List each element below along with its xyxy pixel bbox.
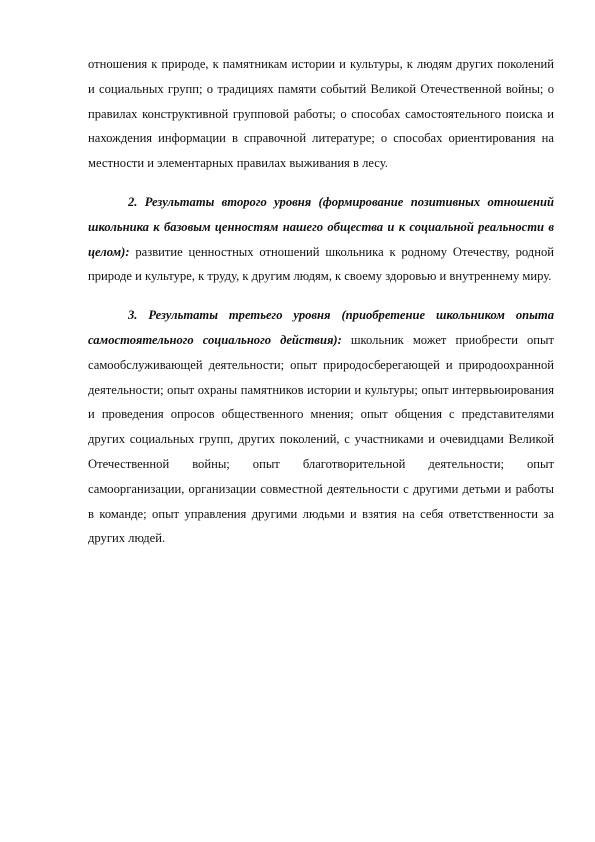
paragraph-1-text: отношения к природе, к памятникам истории и культуры, к людям других поколений и социальных групп; о традициях памяти событий Великой Отечественной войны; о правилах конструктивной групповой работы; о способах самостоятельного поиска и нахождения информации в справочной литературе; о способах ориентирования на местности и элементарных правилах выживания в лесу. <box>88 57 554 171</box>
paragraph-continuation <box>88 52 554 176</box>
paragraph-2-heading: 2. Результаты второго уровня (формирование позитивных отношений школьника к базовым ценностям нашего общества и к социальной реальности в целом): <box>88 194 554 259</box>
paragraph-third-level-results <box>88 303 554 551</box>
paragraph-3-heading: 3. Результаты третьего уровня (приобретение школьником опыта самостоятельного социального действия): <box>88 308 554 347</box>
paragraph-second-level-results <box>88 190 554 289</box>
paragraph-3-text: школьник может приобрести опыт самообслуживающей деятельности; опыт природосберегающей и природоохранной деятельности; опыт охраны памятников истории и культуры; опыт интервьюирования и проведения опросов общественного мнения; опыт общения с представителями других социальных групп, других поколений, с участниками и очевидцами Великой Отечественной войны; опыт благотворительной деятельности; опыт самоорганизации, организации совместной деятельности с другими детьми и работы в команде; опыт управления другими людьми и взятия на себя ответственности за других людей. <box>88 332 555 546</box>
paragraph-2-text: развитие ценностных отношений школьника к родному Отечеству, родной природе и культуре, к труду, к другим людям, к своему здоровью и внутреннему миру. <box>88 244 554 284</box>
document-page <box>88 52 554 551</box>
